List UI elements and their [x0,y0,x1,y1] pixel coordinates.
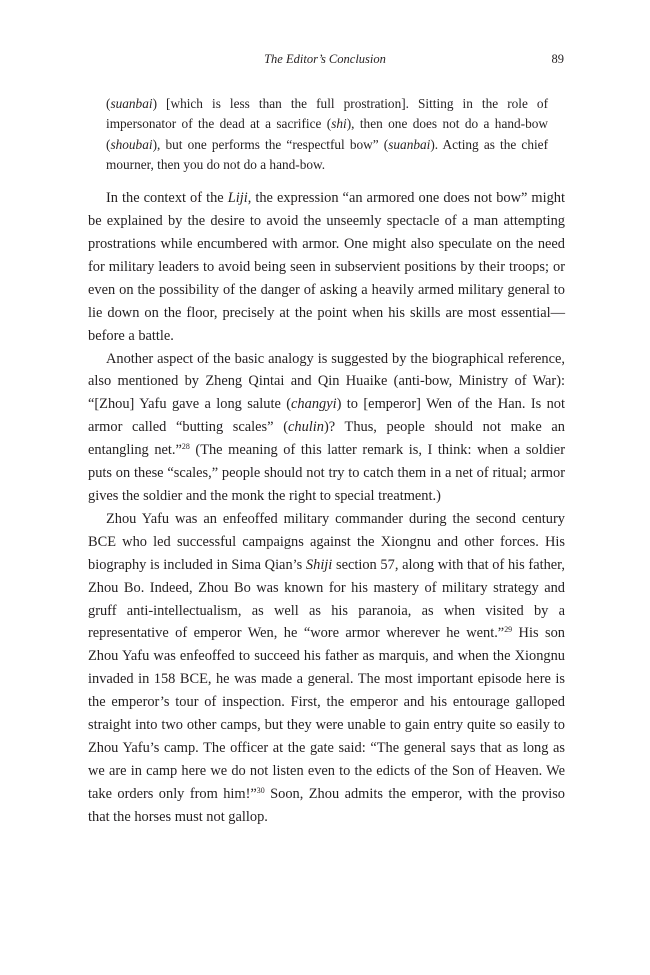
italic-term: Shiji [305,556,333,573]
paragraph-liji-context: In the context of the Liji, the expression “an armored one does not bow” might be explained by the desire to avoid the unseemly spectacle of a man attempting prostrations while encumbered with armor. One might also speculate on the need for military leaders to avoid being seen in subservient positions by their troops; or even on the possibility of the danger of asking a heavily armed military general to lie down on the floor, precisely at the point when his skills are most essential—before a battle. [88,190,566,344]
paragraph-zhou-yafu: Zhou Yafu was an enfeoffed military commander during the second century BCE who led successful campaigns against the Xiongnu and other forces. His biography is included in Sima Qian’s Shiji section 57, along with that of his father, Zhou Bo. Indeed, Zhou Bo was known for his mastery of military strategy and gruff anti-intellectualism, as well as his paranoia, as when visited by a representative of emperor Wen, he “wore armor wherever he went.”$^{29}$ His son Zhou Yafu was enfeoffed to succeed his father as marquis, and when the Xiongnu invaded in 158 BCE, he was made a general. The most important episode here is the emperor’s tour of inspection. First, the emperor and his entourage galloped straight into two other camps, but they were unable to gain entry quite so easily to Zhou Yafu’s camp. The officer at the gate said: “The general says that as long as we are in camp here we do not listen even to the edicts of the Son of Heaven. We take orders only from him!”$^{30}$ Soon, Zhou admits the emperor, with the proviso that the horses must not gallop. [88,510,565,825]
italic-term: suanbai [388,136,431,152]
block-quote: (suanbai) [which is less than the full prostration]. Sitting in the role of impersonator of the dead at a sacrifice (shi), then one does not do a hand-bow (shoubai), but one performs the “respectful bow” (suanbai). Acting as the chief mourner, then you do not do a hand-bow. [106,96,548,172]
paragraph-biographical-reference: Another aspect of the basic analogy is suggested by the biographical reference, also mentioned by Zheng Qintai and Qin Huaike (anti-bow, Ministry of War): “[Zhou] Yafu gave a long salute (changyi) to [emperor] Wen of the Han. Is not armor called “butting scales” (chulin)? Thus, people should not make an entangling net.”$^{28}$ (The meaning of this latter remark is, I think: when a soldier puts on these “scales,” people should not try to catch them in a net of ritual; armor gives the soldier and the monk the right to special treatment.) [88,350,565,504]
italic-term: changyi [291,396,337,413]
italic-term: shi [331,116,347,132]
italic-term: Liji [227,190,248,207]
italic-term: suanbai [110,96,153,111]
italic-term: shoubai [110,136,153,152]
italic-term: chulin [287,419,324,436]
footnote-ref: 30 [256,785,265,795]
footnote-ref: 28 [181,442,190,452]
running-title: The Editor’s Conclusion [264,52,386,66]
page-body [88,94,565,829]
footnote-ref: 29 [504,625,513,635]
page-number: 89 [551,52,564,66]
